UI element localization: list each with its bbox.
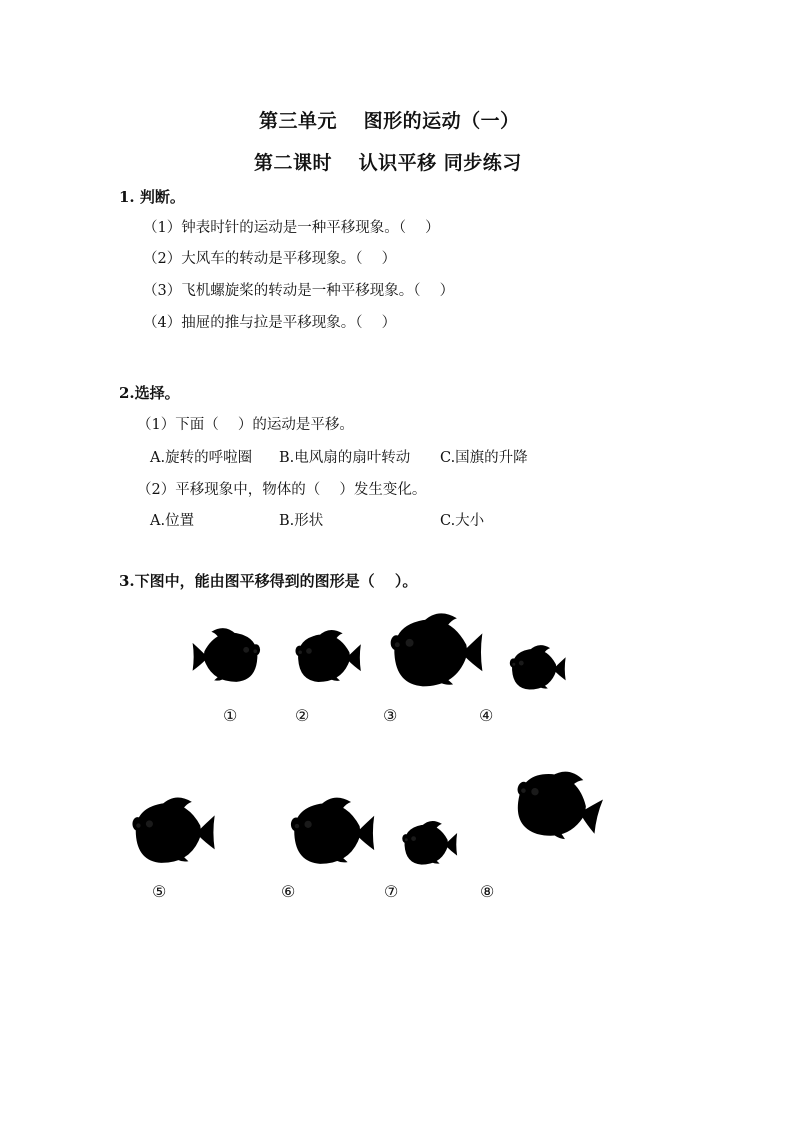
figure-label-1: ① [223, 706, 238, 725]
q1-item-1: （1）钟表时针的运动是一种平移现象。（ ） [143, 220, 440, 236]
fish-figure-7 [393, 816, 467, 868]
page-subtitle: 第二课时 认识平移 同步练习 [254, 152, 522, 174]
figure-label-2: ② [295, 706, 310, 725]
q2-heading: 2.选择。 [119, 384, 180, 402]
q1-item-3: （3）飞机螺旋桨的转动是一种平移现象。（ ） [143, 283, 455, 299]
fish-figure-4 [500, 640, 576, 693]
q1-item-4: （4）抽屉的推与拉是平移现象。（ ） [143, 315, 397, 331]
q3-heading: 3.下图中，能由图平移得到的图形是（ ）。 [119, 572, 418, 590]
q2-sub1-option-c: C.国旗的升降 [440, 450, 528, 466]
figure-label-6: ⑥ [281, 882, 296, 901]
q2-sub1-option-b: B.电风扇的扇叶转动 [279, 450, 411, 466]
q2-sub1-option-a: A.旋转的呼啦圈 [150, 450, 253, 466]
q2-sub2-option-a: A.位置 [150, 513, 195, 529]
figure-label-7: ⑦ [384, 882, 399, 901]
fish-figure-8 [510, 758, 607, 848]
q1-heading: 1. 判断。 [119, 188, 185, 206]
fish-figure-6 [278, 790, 388, 869]
q1-item-2: （2）大风车的转动是平移现象。（ ） [143, 251, 397, 267]
figure-label-8: ⑧ [480, 882, 495, 901]
q2-sub2-option-b: B.形状 [279, 513, 324, 529]
page-title: 第三单元 图形的运动（一） [259, 110, 520, 132]
fish-figure-3 [376, 605, 498, 692]
figure-label-4: ④ [479, 706, 494, 725]
fish-figure-2 [291, 624, 366, 686]
q2-sub2-stem: （2）平移现象中，物体的（ ）发生变化。 [137, 482, 427, 498]
figure-label-5: ⑤ [152, 882, 167, 901]
figure-label-3: ③ [383, 706, 398, 725]
q2-sub2-option-c: C.大小 [440, 513, 485, 529]
fish-figure-1 [187, 622, 265, 686]
q2-sub1-stem: （1）下面（ ）的运动是平移。 [137, 417, 354, 433]
fish-figure-5 [120, 790, 228, 868]
